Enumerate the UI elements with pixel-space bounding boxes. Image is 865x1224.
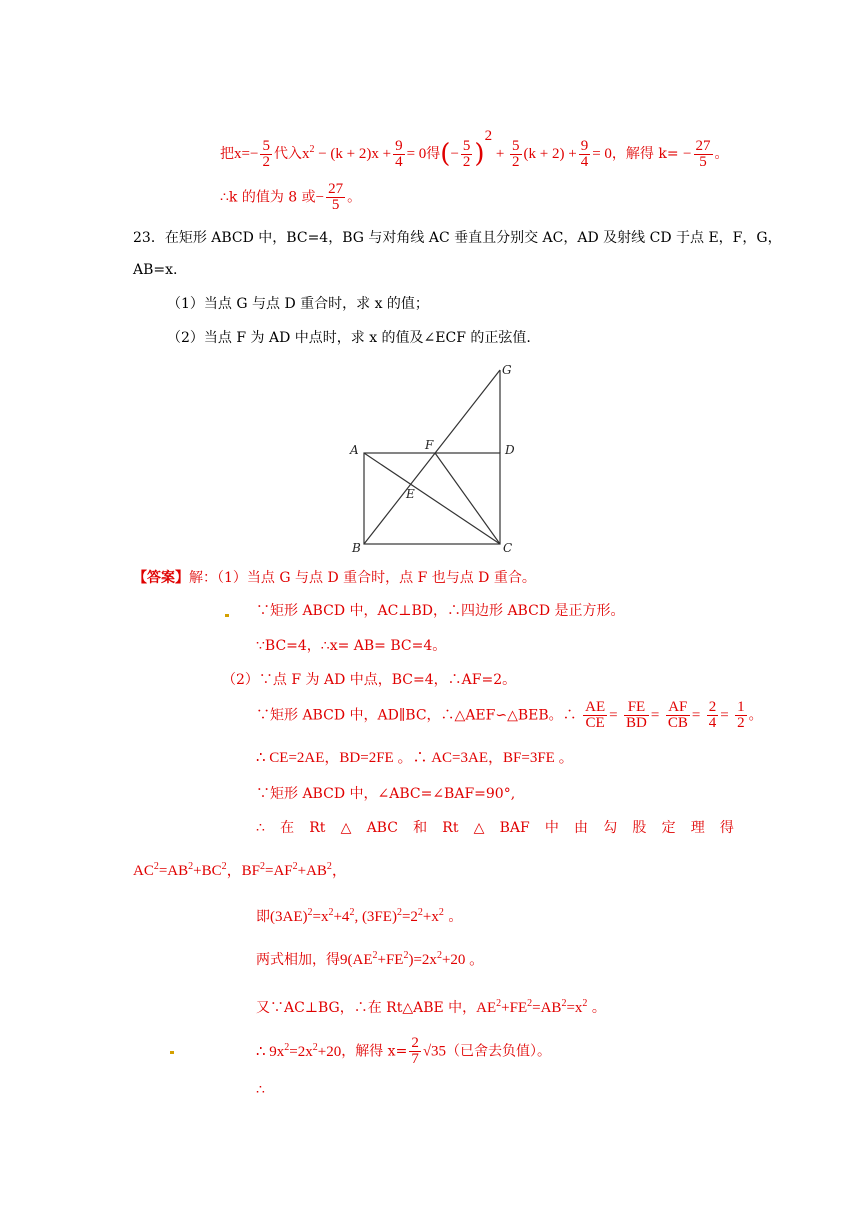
answer-line-14: ∴ (256, 1082, 265, 1098)
segment-fc (435, 453, 500, 544)
answer-line-1: 【答案】解：（1）当点 G 与点 D 重合时，点 F 也与点 D 重合。 (133, 570, 536, 586)
answer-line-6: ∴ CE=2AE，BD=2FE 。∴ AC=3AE，BF=3FE 。 (256, 750, 574, 766)
label-e: E (406, 487, 415, 501)
geometry-figure (340, 360, 530, 560)
answer-line-12: 又∵AC⊥BG，∴在 Rt△ABE 中，$AE^2+FE^2=AB^2=x^2$ 。 (256, 998, 606, 1016)
question-23-line-1: 23．在矩形 ABCD 中，BC=4，BG 与对角线 AC 垂直且分别交 AC，AD 及射线 CD 于点 E，F，G， (133, 230, 782, 246)
answer-line-3: ∵BC=4，∴x= AB= BC=4。 (256, 638, 447, 654)
label-d: D (505, 443, 515, 457)
question-23-part-1: （1）当点 G 与点 D 重合时，求 x 的值； (167, 296, 429, 312)
label-g: G (502, 363, 512, 377)
answer-line-9: $AC^2=AB^2+BC^2$，$BF^2=AF^2+AB^2$， (133, 861, 347, 879)
question-23-line-2: AB=x. (133, 262, 178, 278)
answer-line-4: （2）∵点 F 为 AD 中点，BC=4，∴AF=2。 (222, 672, 517, 688)
line-bg (364, 370, 500, 544)
diagonal-ac (364, 453, 500, 544)
marker-dot (225, 614, 229, 617)
answer-line-2: ∵矩形 ABCD 中，AC⊥BD，∴四边形 ABCD 是正方形。 (256, 603, 625, 619)
answer-line-10: 即$(3AE)^2=x^2+4^2$, $(3FE)^2=2^2+x^2$ 。 (256, 907, 463, 925)
answer-line-7: ∵矩形 ABCD 中，∠ABC=∠BAF=90°, (256, 786, 516, 802)
answer-line-11: 两式相加，得$9(AE^2+FE^2)=2x^2+20$ 。 (256, 950, 485, 968)
question-23-part-2: （2）当点 F 为 AD 中点时，求 x 的值及∠ECF 的正弦值. (167, 330, 531, 346)
answer-line-13: ∴ $9x^2=2x^2+20$，解得 x= $\frac{2}{7}$ √35（已舍去负值）。 (256, 1035, 552, 1067)
fraction: $\frac{5}{2}$ (262, 137, 270, 170)
label-c: C (503, 541, 513, 555)
formula-line-1: 把x=− $\frac{5}{2}$ 代入$x^2 - (k + 2)x$ + $\frac{9}{4}$ = 0得(− $\frac{5}{2}$ )$^2$ + $\frac{5}{2}$ (k + 2) + $\frac{9}{4}$ = 0，解得 k= − $\frac{27}{5}$ 。 (220, 128, 729, 170)
answer-heading: 【答案】 (133, 570, 189, 586)
label-f: F (425, 438, 434, 452)
k-value-line: ∴k 的值为 8 或− $\frac{27}{5}$ 。 (220, 181, 362, 213)
answer-line-8: ∴ 在 Rt △ ABC 和 Rt △ BAF 中 由 勾 股 定 理 得 (256, 820, 734, 836)
answer-line-5: ∵矩形 ABCD 中，AD∥BC，∴△AEF∽△BEB。∴ $\frac{AE}{CE}$ = $\frac{FE}{BD}$ = $\frac{AF}{CB}$ = $\frac{2}{4}$ = $\frac{1}{2}$ 。 (256, 699, 763, 731)
label-b: B (352, 541, 361, 555)
marker-dot (170, 1051, 174, 1054)
label-a: A (350, 443, 359, 457)
